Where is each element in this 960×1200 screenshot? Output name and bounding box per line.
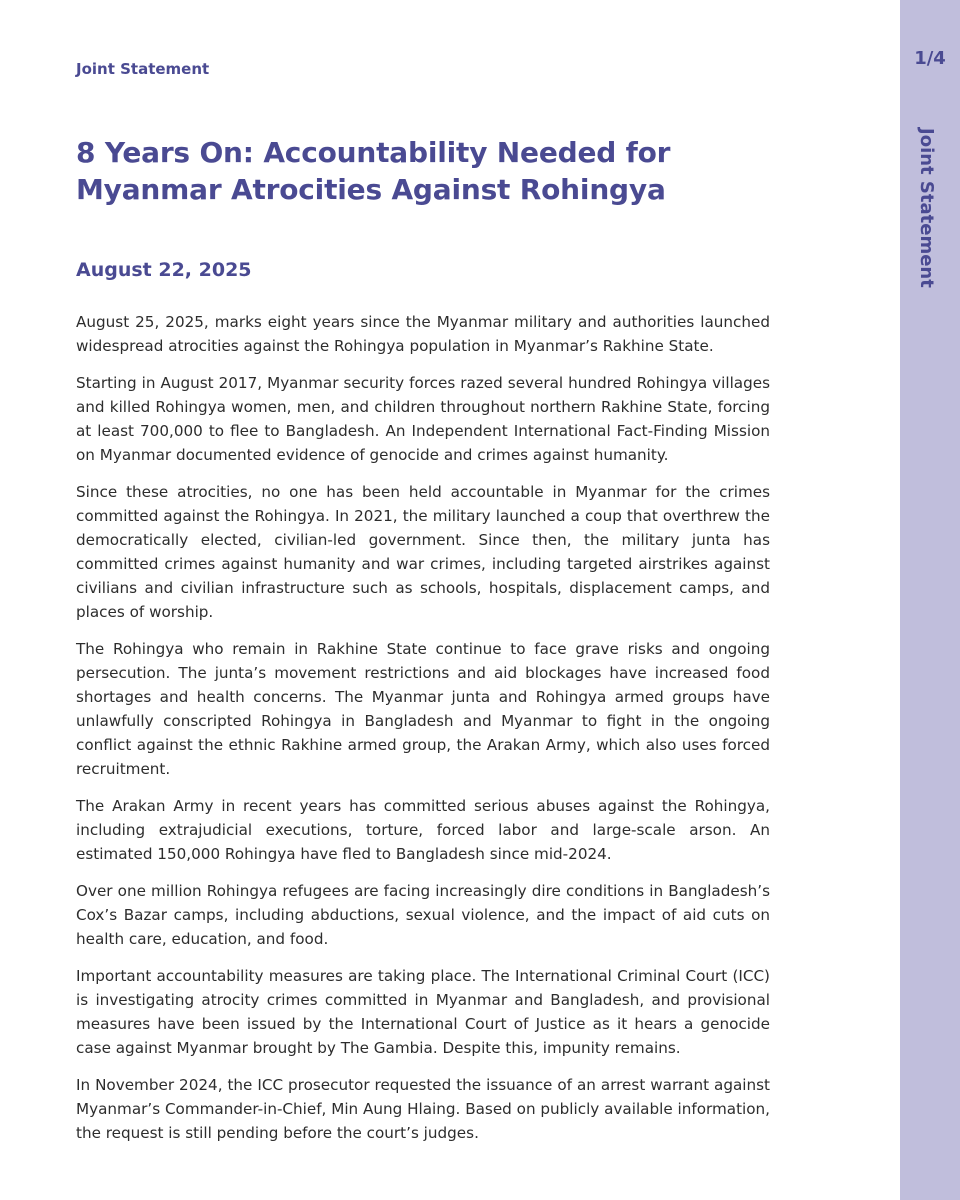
body-paragraph: Important accountability measures are taking place. The International Criminal Court (ICC) is investigating atrocity crimes committed in Myanmar and Bangladesh, and provisional measures have been issued by the International Court of Justice as it hears a genocide case against Myanmar brought by The Gambia. Despite this, impunity remains.: [76, 967, 770, 1057]
body-paragraph: Over one million Rohingya refugees are facing increasingly dire conditions in Bangladesh’s Cox’s Bazar camps, including abductions, sexual violence, and the impact of aid cuts on health care, education, and food.: [76, 882, 770, 948]
body-paragraph: Starting in August 2017, Myanmar security forces razed several hundred Rohingya villages and killed Rohingya women, men, and children throughout northern Rakhine State, forcing at least 700,000 to flee to Bangladesh. An Independent International Fact-Finding Mission on Myanmar documented evidence of genocide and crimes against humanity.: [76, 374, 770, 464]
document-kicker: Joint Statement: [76, 60, 210, 78]
body-paragraph: Since these atrocities, no one has been held accountable in Myanmar for the crimes committed against the Rohingya. In 2021, the military launched a coup that overthrew the democratically elected, civilian-led government. Since then, the military junta has committed crimes against humanity and war crimes, including targeted airstrikes against civilians and civilian infrastructure such as schools, hospitals, displacement camps, and places of worship.: [76, 483, 770, 621]
document-date: August 22, 2025: [76, 259, 252, 281]
document-body: [76, 310, 770, 1158]
body-paragraph: The Rohingya who remain in Rakhine State continue to face grave risks and ongoing persecution. The junta’s movement restrictions and aid blockages have increased food shortages and health concerns. The Myanmar junta and Rohingya armed groups have unlawfully conscripted Rohingya in Bangladesh and Myanmar to fight in the ongoing conflict against the ethnic Rakhine armed group, the Arakan Army, which also uses forced recruitment.: [76, 640, 770, 778]
body-paragraph: The Arakan Army in recent years has committed serious abuses against the Rohingya, including extrajudicial executions, torture, forced labor and large-scale arson. An estimated 150,000 Rohingya have fled to Bangladesh since mid-2024.: [76, 797, 770, 863]
body-paragraph: August 25, 2025, marks eight years since the Myanmar military and authorities launched widespread atrocities against the Rohingya population in Myanmar’s Rakhine State.: [76, 313, 770, 355]
document-title: 8 Years On: Accountability Needed for Myanmar Atrocities Against Rohingya: [76, 136, 671, 206]
body-paragraph: In November 2024, the ICC prosecutor requested the issuance of an arrest warrant against Myanmar’s Commander-in-Chief, Min Aung Hlaing. Based on publicly available information, the request is still pending before the court’s judges.: [76, 1076, 770, 1142]
side-label: Joint Statement: [916, 128, 937, 288]
side-panel: [898, 0, 960, 1200]
page-number: 1/4: [914, 48, 946, 69]
